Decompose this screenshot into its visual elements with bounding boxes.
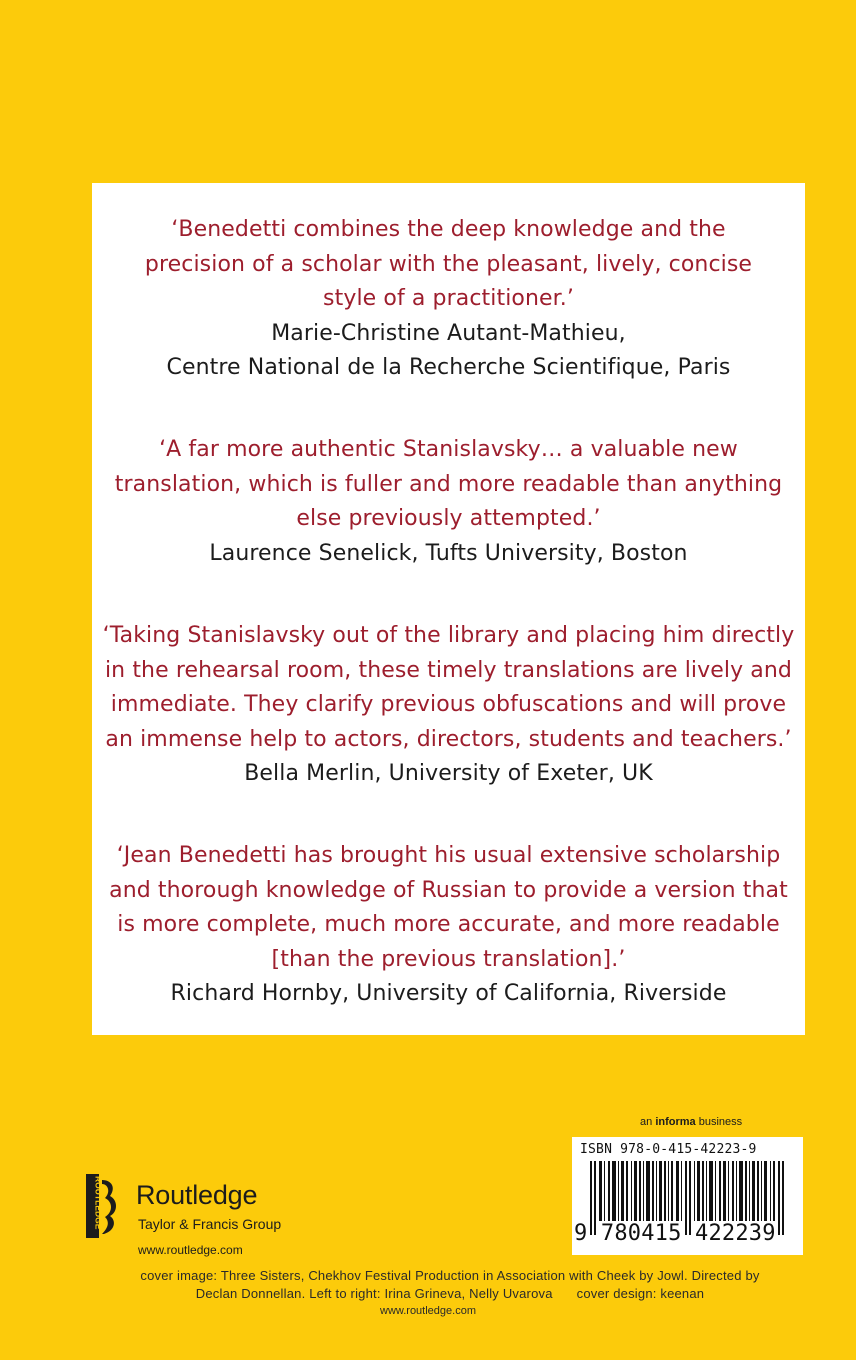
review-4: [92, 839, 805, 1012]
cover-credits: [80, 1267, 820, 1302]
cover-design-credit: cover design: keenan: [576, 1285, 705, 1301]
review-author: Marie-Christine Autant-Mathieu,: [271, 320, 626, 346]
isbn-barcode: [572, 1137, 803, 1255]
credits-line-2: Declan Donnellan. Left to right: Irina Grineva, Nelly Uvarova: [195, 1285, 553, 1301]
review-panel: [92, 183, 805, 1035]
review-author: Bella Merlin, University of Exeter, UK: [244, 761, 653, 786]
publisher-group: Taylor & Francis Group: [138, 1216, 282, 1232]
review-3: [92, 619, 805, 792]
review-affiliation: Centre National de la Recherche Scientifique, Paris: [166, 355, 731, 380]
credits-line-1: cover image: Three Sisters, Chekhov Festival Production in Association with Cheek by Jowl. Directed by: [140, 1268, 760, 1283]
review-1: [92, 213, 805, 386]
informa-brand: informa: [655, 1116, 696, 1128]
footer-url: www.routledge.com: [380, 1305, 476, 1317]
review-quote: ‘Benedetti combines the deep knowledge and the precision of a scholar with the pleasant, lively, concise style of a practitioner.’: [144, 217, 753, 311]
credits-line-2-wrap: [80, 1285, 820, 1303]
barcode-first-digit: 9: [574, 1221, 588, 1246]
publisher-url: www.routledge.com: [138, 1243, 243, 1257]
informa-business-tagline: [640, 1116, 742, 1128]
logo-wordmark: ROUTLEDGE: [93, 1176, 104, 1230]
review-author: Richard Hornby, University of California, Riverside: [170, 981, 727, 1006]
barcode-left-group: 780415: [600, 1221, 682, 1246]
review-quote: ‘Taking Stanislavsky out of the library and placing him directly in the rehearsal room, these timely translations are lively and immediate. They clarify previous obfuscations and will prove an immense help to actors, directors, students and teachers.’: [102, 623, 795, 752]
review-quote: ‘Jean Benedetti has brought his usual extensive scholarship and thorough knowledge of Russian to provide a version that is more complete, much more accurate, and more readable [than the previous translation].’: [109, 843, 788, 972]
review-2: [92, 433, 805, 571]
barcode-right-group: 422239: [695, 1221, 776, 1246]
informa-suffix: business: [698, 1116, 743, 1128]
review-quote: ‘A far more authentic Stanislavsky… a valuable new translation, which is fuller and more readable than anything else previously attempted.’: [114, 437, 783, 531]
routledge-logo-icon: [86, 1174, 120, 1238]
review-author: Laurence Senelick, Tufts University, Boston: [209, 540, 688, 566]
barcode-digits: [574, 1221, 803, 1246]
informa-prefix: an: [640, 1116, 653, 1128]
publisher-name: Routledge: [136, 1180, 258, 1210]
isbn-label: ISBN 978-0-415-42223-9: [580, 1142, 757, 1157]
